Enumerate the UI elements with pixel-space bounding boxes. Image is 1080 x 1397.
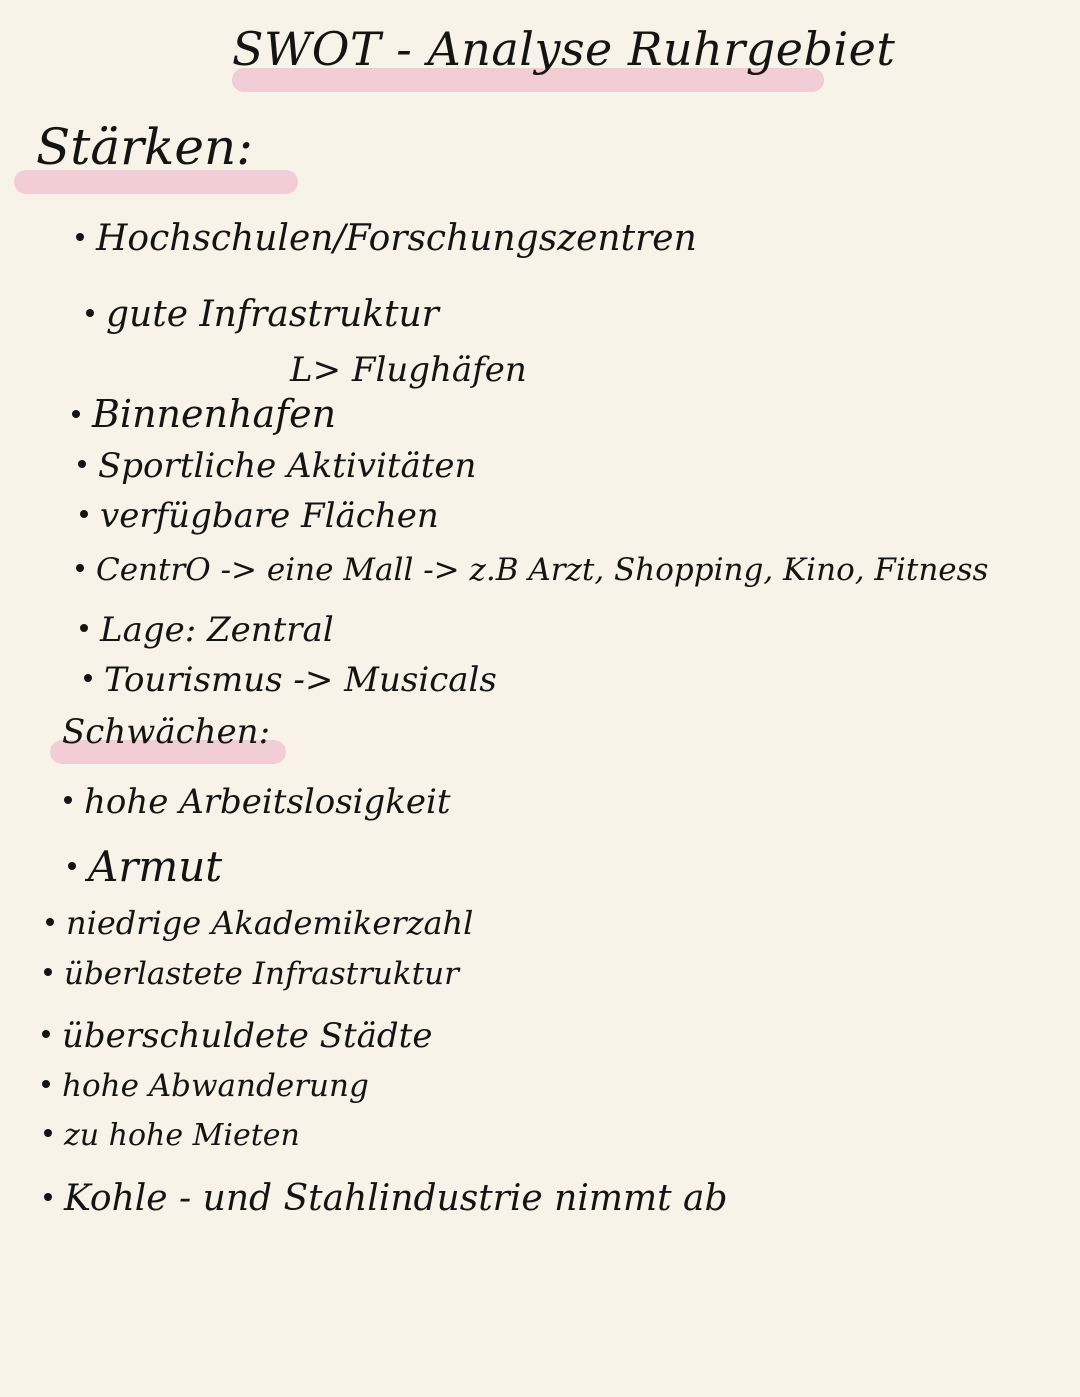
sub-note: L> Flughäfen — [290, 350, 527, 390]
list-item: zu hohe Mieten — [44, 1118, 300, 1153]
page-title: SWOT - Analyse Ruhrgebiet — [232, 22, 896, 76]
strengths-heading: Stärken: — [36, 118, 253, 176]
bullet-icon — [80, 624, 88, 632]
bullet-icon — [72, 410, 80, 418]
list-item: verfügbare Flächen — [80, 496, 439, 536]
list-item: überschuldete Städte — [42, 1016, 432, 1056]
list-item: Armut — [68, 842, 222, 891]
bullet-icon — [42, 1080, 50, 1088]
list-item: hohe Arbeitslosigkeit — [64, 782, 451, 822]
bullet-icon — [42, 1030, 50, 1038]
list-item: Lage: Zentral — [80, 610, 334, 650]
list-item: Kohle - und Stahlindustrie nimmt ab — [44, 1178, 728, 1219]
bullet-icon — [44, 1193, 52, 1201]
list-item: hohe Abwanderung — [42, 1068, 369, 1104]
bullet-icon — [86, 309, 94, 317]
list-item: Hochschulen/Forschungszentren — [76, 218, 697, 259]
bullet-icon — [44, 1129, 52, 1137]
bullet-icon — [76, 564, 84, 572]
bullet-icon — [80, 510, 88, 518]
list-item: Tourismus -> Musicals — [84, 660, 497, 700]
list-item: Sportliche Aktivitäten — [78, 446, 476, 486]
bullet-icon — [78, 460, 86, 468]
bullet-icon — [46, 918, 54, 926]
list-item: niedrige Akademikerzahl — [46, 904, 473, 942]
list-item: CentrO -> eine Mall -> z.B Arzt, Shopping, Kino, Fitness — [76, 552, 988, 588]
bullet-icon — [44, 968, 52, 976]
bullet-icon — [64, 796, 72, 804]
bullet-icon — [84, 674, 92, 682]
list-item: gute Infrastruktur — [86, 294, 439, 335]
bullet-icon — [68, 862, 76, 870]
weaknesses-heading: Schwächen: — [62, 712, 271, 752]
bullet-icon — [76, 233, 84, 241]
list-item: Binnenhafen — [72, 392, 336, 436]
list-item: überlastete Infrastruktur — [44, 956, 459, 992]
